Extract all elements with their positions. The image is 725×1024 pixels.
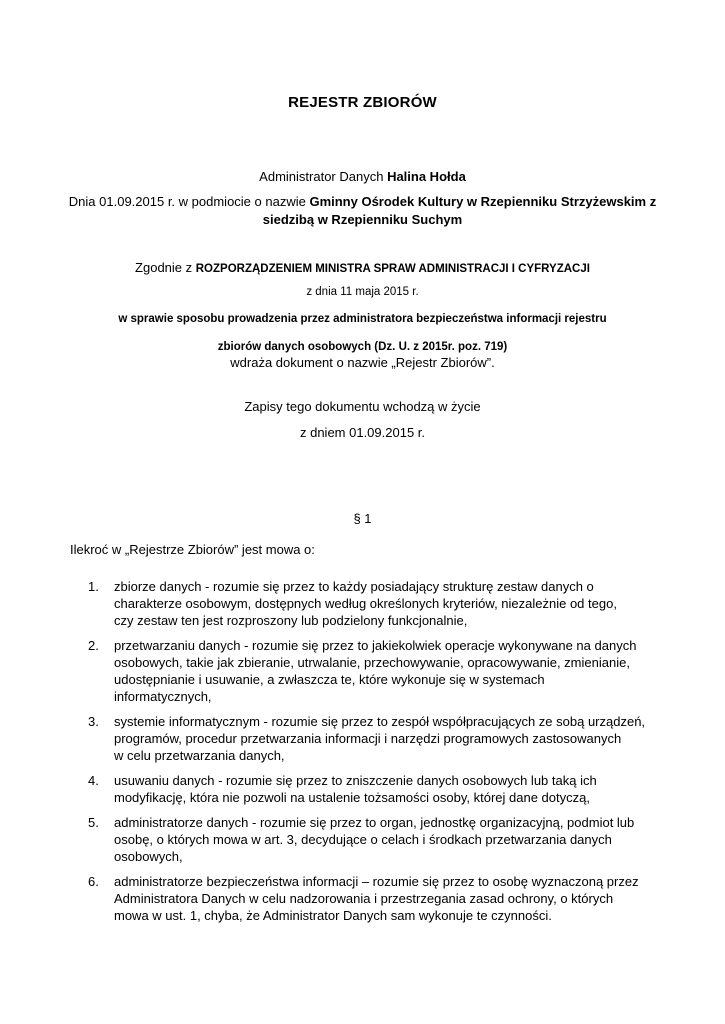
definition-line: informatycznych, — [114, 689, 212, 704]
admin-name: Halina Hołda — [387, 169, 466, 184]
definition-line: udostępnianie i usuwanie, a zwłaszcza te, które wykonuje się w systemach — [114, 672, 545, 687]
date-prefix: Dnia 01.09.2015 r. w podmiocie o nazwie — [68, 194, 310, 209]
definitions-list — [88, 578, 663, 932]
definition-line: przetwarzaniu danych - rozumie się przez to jakiekolwiek operacje wykonywane na danych — [114, 638, 637, 653]
definition-line: Administratora Danych w celu nadzorowania i przestrzegania zasad ochrony, o których — [114, 891, 614, 906]
definition-item — [88, 578, 663, 629]
regulation-date: z dnia 11 maja 2015 r. — [306, 286, 419, 298]
regulation-subject-line2: zbiorów danych osobowych (Dz. U. z 2015r. poz. 719) — [217, 341, 508, 353]
date-line — [60, 193, 665, 211]
definition-line: charakterze osobowym, dostępnych według określonych kryteriów, niezależnie od tego, — [114, 596, 617, 611]
admin-prefix: Administrator Danych — [259, 169, 388, 184]
definition-line: osobę, o których mowa w art. 3, decydujące o celach i środkach przetwarzania danych — [114, 832, 612, 847]
regulation-name: ROZPORZĄDZENIEM MINISTRA SPRAW ADMINISTRACJI I CYFRYZACJI — [195, 263, 590, 275]
regulation-subject-line1: w sprawie sposobu prowadzenia przez administratora bezpieczeństwa informacji rejestru — [118, 313, 607, 325]
definition-item — [88, 772, 663, 806]
admin-line — [60, 168, 665, 186]
definition-line: usuwaniu danych - rozumie się przez to zniszczenie danych osobowych lub taką ich — [114, 773, 597, 788]
definition-line: systemie informatycznym - rozumie się przez to zespół współpracujących ze sobą urządzeń, — [114, 714, 646, 729]
definition-line: modyfikację, która nie pozwoli na ustalenie tożsamości osoby, której dane dotyczą, — [114, 790, 590, 805]
entity-name-line2: siedzibą w Rzepienniku Suchym — [262, 212, 463, 227]
definition-number: 5. — [88, 815, 99, 830]
definition-line: osobowych, — [114, 849, 183, 864]
effective-line1: Zapisy tego dokumentu wchodzą w życie — [244, 399, 481, 414]
definition-number: 3. — [88, 714, 99, 729]
definition-item — [88, 873, 663, 924]
effective-line2: z dniem 01.09.2015 r. — [299, 425, 426, 440]
regulation-implements: wdraża dokument o nazwie „Rejestr Zbiorów”. — [230, 355, 495, 370]
section-mark: § 1 — [353, 511, 372, 526]
definition-item — [88, 713, 663, 764]
regulation-prefix: Zgodnie z — [135, 260, 196, 275]
definition-item — [88, 814, 663, 865]
definitions-intro: Ilekroć w „Rejestrze Zbiorów” jest mowa o: — [70, 542, 315, 557]
document-title: REJESTR ZBIORÓW — [288, 94, 437, 111]
entity-name-line1: Gminny Ośrodek Kultury w Rzepienniku Strzyżewskim z — [309, 194, 657, 209]
definition-line: administratorze bezpieczeństwa informacji – rozumie się przez to osobę wyznaczoną przez — [114, 874, 639, 889]
definition-number: 1. — [88, 579, 99, 594]
definition-line: w celu przetwarzania danych, — [114, 748, 285, 763]
definition-number: 6. — [88, 874, 99, 889]
definition-number: 4. — [88, 773, 99, 788]
definition-line: programów, procedur przetwarzania informacji i narzędzi programowych zastosowanych — [114, 731, 622, 746]
definition-line: zbiorze danych - rozumie się przez to każdy posiadający strukturę zestaw danych o — [114, 579, 594, 594]
definition-line: mowa w ust. 1, chyba, że Administrator Danych sam wykonuje te czynności. — [114, 908, 552, 923]
definition-number: 2. — [88, 638, 99, 653]
definition-item — [88, 637, 663, 705]
regulation-line — [60, 259, 665, 278]
definition-line: osobowych, takie jak zbieranie, utrwalanie, przechowywanie, opracowywanie, zmienianie, — [114, 655, 630, 670]
definition-line: administratorze danych - rozumie się przez to organ, jednostkę organizacyjną, podmiot lub — [114, 815, 635, 830]
definition-line: czy zestaw ten jest rozproszony lub podzielony funkcjonalnie, — [114, 613, 468, 628]
